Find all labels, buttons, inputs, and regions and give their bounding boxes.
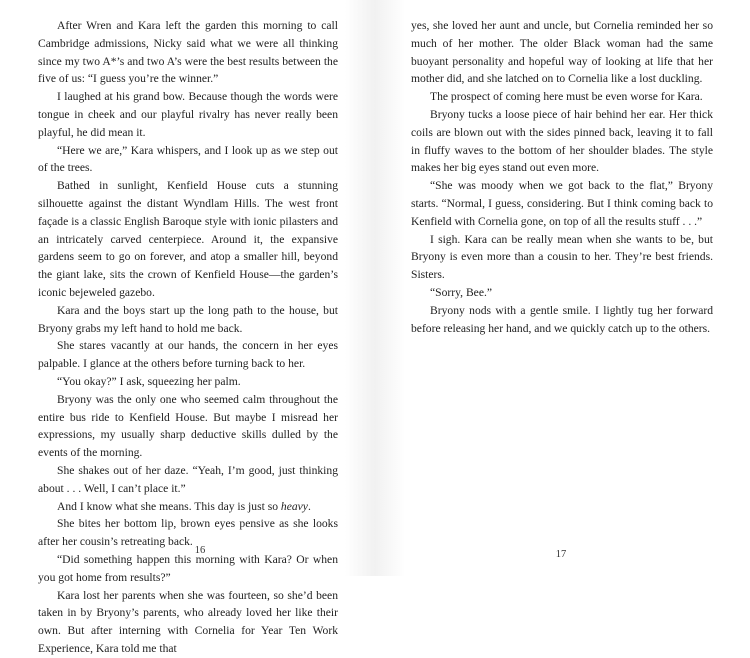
- left-page-text: [38, 17, 338, 658]
- page-number: 16: [194, 545, 206, 556]
- paragraph: She stares vacantly at our hands, the concern in her eyes palpable. I glance at the others before turning back to her.: [38, 339, 338, 371]
- paragraph: I laughed at his grand bow. Because though the words were tongue in cheek and our playful rivalry has never really been playful, he did mean it.: [38, 90, 338, 139]
- paragraph-text: .: [307, 499, 311, 513]
- paragraph: She shakes out of her daze. “Yeah, I’m good, just thinking about . . . Well, I can’t place it.”: [38, 463, 338, 495]
- paragraph: I sigh. Kara can be really mean when she wants to be, but Bryony is even more than a cousin to her. They’re best friends. Sisters.: [411, 232, 713, 282]
- paragraph: Bryony was the only one who seemed calm throughout the entire bus ride to Kenfield House. But maybe I misread her expressions, my usually sharp deductive skills dulled by the events of the morning.: [38, 392, 338, 460]
- right-page-text: [411, 17, 713, 337]
- paragraph: Bryony tucks a loose piece of hair behind her ear. Her thick coils are blown out with the sides pinned back, leaving it to fall in fluffy waves to the bottom of her shoulder blades. The style makes her big eyes stand out even more.: [411, 107, 713, 175]
- right-page: [375, 0, 750, 576]
- paragraph: Kara lost her parents when she was fourteen, so she’d been taken in by Bryony’s parents, who already loved her like their own. But after interning with Cornelia for Year Ten Work Experience, Kara told me that: [38, 588, 338, 655]
- left-page: [0, 0, 375, 655]
- paragraph-text: And I know what she means. This day is just so: [57, 499, 281, 513]
- emphasis-text: heavy: [280, 499, 308, 513]
- paragraph: Kara and the boys start up the long path to the house, but Bryony grabs my left hand to hold me back.: [38, 303, 338, 335]
- page-number: 17: [555, 549, 567, 560]
- paragraph: Bathed in sunlight, Kenfield House cuts a stunning silhouette against the distant Wyndlam Hills. The west front façade is a classic English Baroque style with ionic pilasters and an intricately carved centerpiece. Around it, the expansive gardens seem to go on forever, and atop a smaller hill, beyond the giant lake, sits the crown of Kenfield House—the garden’s iconic bejeweled gazebo.: [38, 179, 338, 299]
- paragraph: After Wren and Kara left the garden this morning to call Cambridge admissions, Nicky said what we were all thinking since my two A*’s and two A’s were the best results between the five of us: “I guess you’re the winner.”: [38, 19, 338, 86]
- paragraph-continuation: yes, she loved her aunt and uncle, but Cornelia reminded her so much of her mother. The older Black woman had the same buoyant personality and hopeful way of looking at life that her mother did, and she latched on to Cornelia like a lost duckling.: [411, 19, 713, 86]
- paragraph: “Sorry, Bee.”: [430, 285, 493, 299]
- paragraph: She bites her bottom lip, brown eyes pensive as she looks after her cousin’s retreating back.: [38, 517, 338, 549]
- paragraph: Bryony nods with a gentle smile. I lightly tug her forward before releasing her hand, and we quickly catch up to the others.: [411, 303, 713, 335]
- paragraph: “Here we are,” Kara whispers, and I look up as we step out of the trees.: [38, 143, 338, 175]
- paragraph: The prospect of coming here must be even worse for Kara.: [430, 90, 703, 104]
- paragraph: [38, 498, 338, 516]
- paragraph: “Did something happen this morning with Kara? Or when you got home from results?”: [38, 552, 338, 584]
- paragraph: “She was moody when we got back to the flat,” Bryony starts. “Normal, I guess, considering. But I think coming back to Kenfield with Cornelia gone, on top of all the results stuff . . .”: [411, 179, 713, 228]
- paragraph: “You okay?” I ask, squeezing her palm.: [57, 374, 241, 388]
